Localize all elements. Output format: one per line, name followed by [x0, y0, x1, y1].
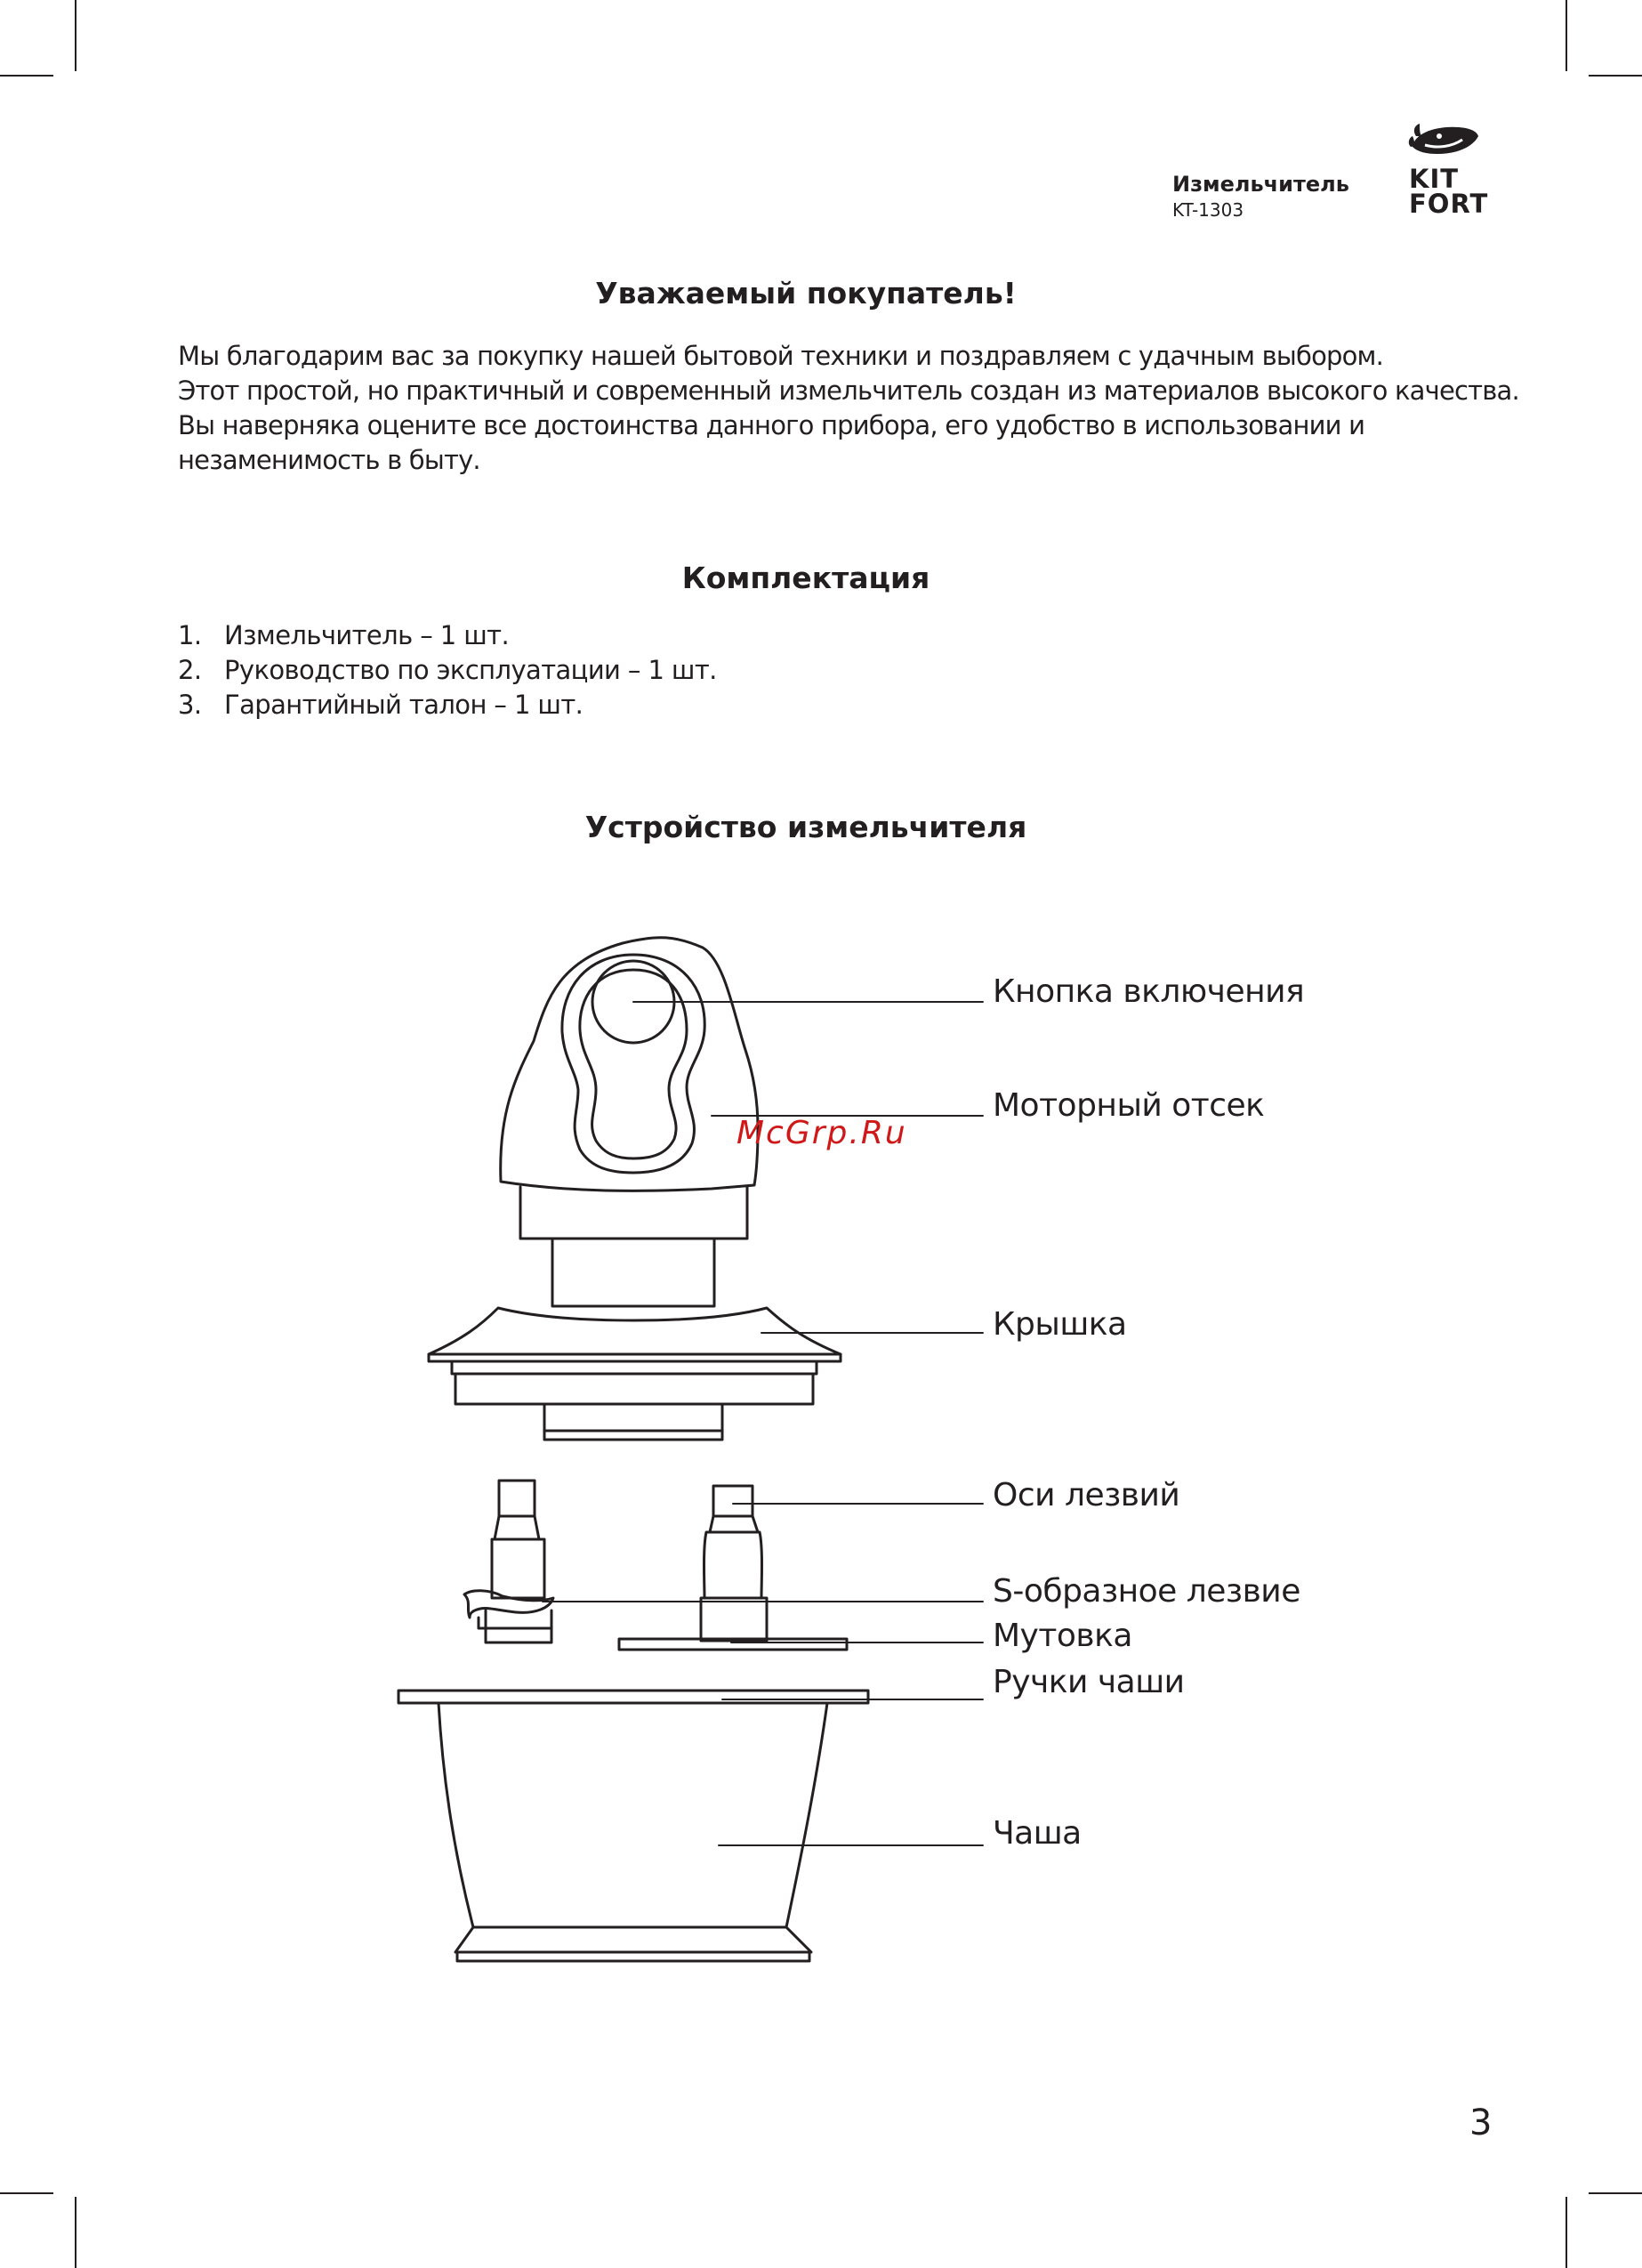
- bowl-body: [439, 1703, 827, 1927]
- header-model-number: KT-1303: [1172, 199, 1244, 221]
- label-lid: Крышка: [993, 1306, 1127, 1343]
- motor-housing-outline: [501, 938, 758, 1191]
- label-bowl: Чаша: [993, 1815, 1082, 1852]
- list-item-text: Гарантийный талон – 1 шт.: [224, 690, 584, 720]
- motor-base: [520, 1187, 747, 1239]
- lid-body: [455, 1374, 813, 1404]
- list-item-text: Руководство по эксплуатации – 1 шт.: [224, 655, 717, 685]
- bowl-base: [455, 1927, 811, 1952]
- s-blade-hub: [486, 1610, 551, 1642]
- list-item-number: 2.: [178, 655, 202, 685]
- whisk-hub: [701, 1598, 767, 1641]
- greeting-line: Этот простой, но практичный и современный измельчитель создан из материалов высокого качества.: [178, 375, 1519, 406]
- lid-ring: [452, 1361, 817, 1374]
- lid-bottom: [544, 1404, 722, 1440]
- lid-top: [429, 1308, 841, 1354]
- button-inner-ring: [580, 970, 687, 1158]
- label-whisk: Мутовка: [993, 1618, 1132, 1654]
- greeting-line: Мы благодарим вас за покупку нашей бытовой техники и поздравляем с удачным выбором.: [178, 341, 1384, 371]
- device-title: Устройство измельчителя: [584, 810, 1027, 844]
- greeting-title: Уважаемый покупатель!: [595, 276, 1017, 311]
- label-bowl-handles: Ручки чаши: [993, 1664, 1185, 1700]
- list-item-number: 3.: [178, 690, 202, 720]
- brand-line-kit: KIT: [1409, 164, 1460, 194]
- greeting-line: незаменимость в быту.: [178, 445, 480, 475]
- header-product-name: Измельчитель: [1172, 172, 1349, 197]
- button-outer-ring: [562, 955, 704, 1173]
- package-title: Комплектация: [681, 561, 930, 595]
- label-motor-unit: Моторный отсек: [993, 1087, 1265, 1124]
- label-power-button: Кнопка включения: [993, 973, 1305, 1010]
- greeting-line: Вы наверняка оцените все достоинства данного прибора, его удобство в использовании и: [178, 410, 1365, 440]
- label-s-blade: S-образное лезвие: [993, 1573, 1300, 1610]
- whisk-axle-top: [713, 1486, 753, 1516]
- list-item-number: 1.: [178, 620, 202, 650]
- watermark: McGrp.Ru: [736, 1115, 907, 1151]
- motor-shaft-housing: [552, 1239, 714, 1306]
- page-number: 3: [1469, 2103, 1493, 2143]
- s-blade: [464, 1591, 553, 1618]
- s-blade-axle-top: [499, 1481, 535, 1516]
- whisk-axle-body: [704, 1532, 762, 1598]
- whisk-axle-collar: [710, 1516, 758, 1532]
- list-item-text: Измельчитель – 1 шт.: [224, 620, 510, 650]
- s-blade-axle-collar: [495, 1516, 539, 1539]
- brand-line-fort: FORT: [1409, 189, 1489, 219]
- label-blade-axles: Оси лезвий: [993, 1477, 1180, 1513]
- s-blade-axle-body: [492, 1539, 544, 1598]
- bowl-handles: [398, 1691, 868, 1703]
